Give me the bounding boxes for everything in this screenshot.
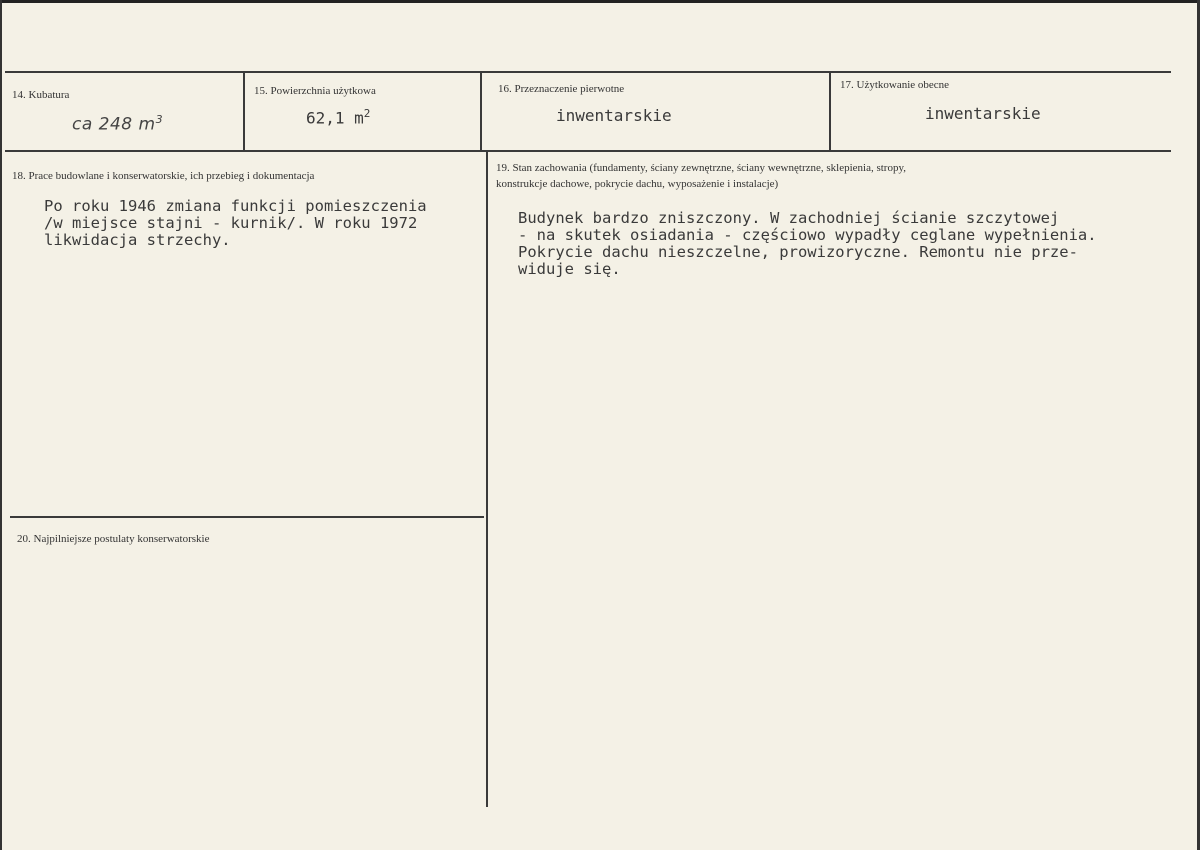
field-16-value: inwentarskie <box>556 106 672 125</box>
field-18-line-2: /w miejsce stajni - kurnik/. W roku 1972 <box>44 214 418 232</box>
field-14-unit-sup: 3 <box>155 113 164 126</box>
field-18-line-3: likwidacja strzechy. <box>44 231 231 249</box>
field-19-label-line-1: 19. Stan zachowania (fundamenty, ściany zewnętrzne, ściany wewnętrzne, sklepienia, stropy, <box>496 162 907 174</box>
field-19-line-2: - na skutek osiadania - częściowo wypadły ceglane wypełnienia. <box>518 226 1097 244</box>
field-20-label: 20. Najpilniejsze postulaty konserwatorskie <box>17 533 210 545</box>
field-19-line-1: Budynek bardzo zniszczony. W zachodniej ścianie szczytowej <box>518 209 1060 227</box>
divider-14-15 <box>243 73 245 150</box>
field-15-label: 15. Powierzchnia użytkowa <box>254 85 376 97</box>
left-edge <box>0 0 2 850</box>
field-18-label: 18. Prace budowlane i konserwatorskie, ich przebieg i dokumentacja <box>12 170 315 182</box>
field-14-value-text: ca 248 m <box>72 114 156 135</box>
field-16-label: 16. Przeznaczenie pierwotne <box>498 83 625 95</box>
field-19-line-3: Pokrycie dachu nieszczelne, prowizoryczne. Remontu nie prze- <box>518 243 1078 261</box>
field-19-label-line-2: konstrukcje dachowe, pokrycie dachu, wyposażenie i instalacje) <box>496 178 779 190</box>
rule-section18-bottom <box>10 516 484 518</box>
top-edge <box>0 0 1200 3</box>
divider-16-17 <box>829 73 831 150</box>
rule-top-row <box>5 71 1171 73</box>
field-14-value <box>72 113 163 135</box>
field-15-value-text: 62,1 m <box>306 108 364 128</box>
field-15-value <box>306 107 370 127</box>
field-17-value: inwentarskie <box>925 104 1041 123</box>
field-14-label: 14. Kubatura <box>12 89 70 101</box>
field-17-label: 17. Użytkowanie obecne <box>840 79 950 91</box>
divider-main-column <box>486 152 488 807</box>
field-19-line-4: widuje się. <box>518 260 621 278</box>
rule-row1-bottom <box>5 150 1171 152</box>
field-18-line-1: Po roku 1946 zmiana funkcji pomieszczenia <box>44 197 427 215</box>
divider-15-16 <box>480 73 482 150</box>
field-15-unit-sup: 2 <box>363 107 371 120</box>
